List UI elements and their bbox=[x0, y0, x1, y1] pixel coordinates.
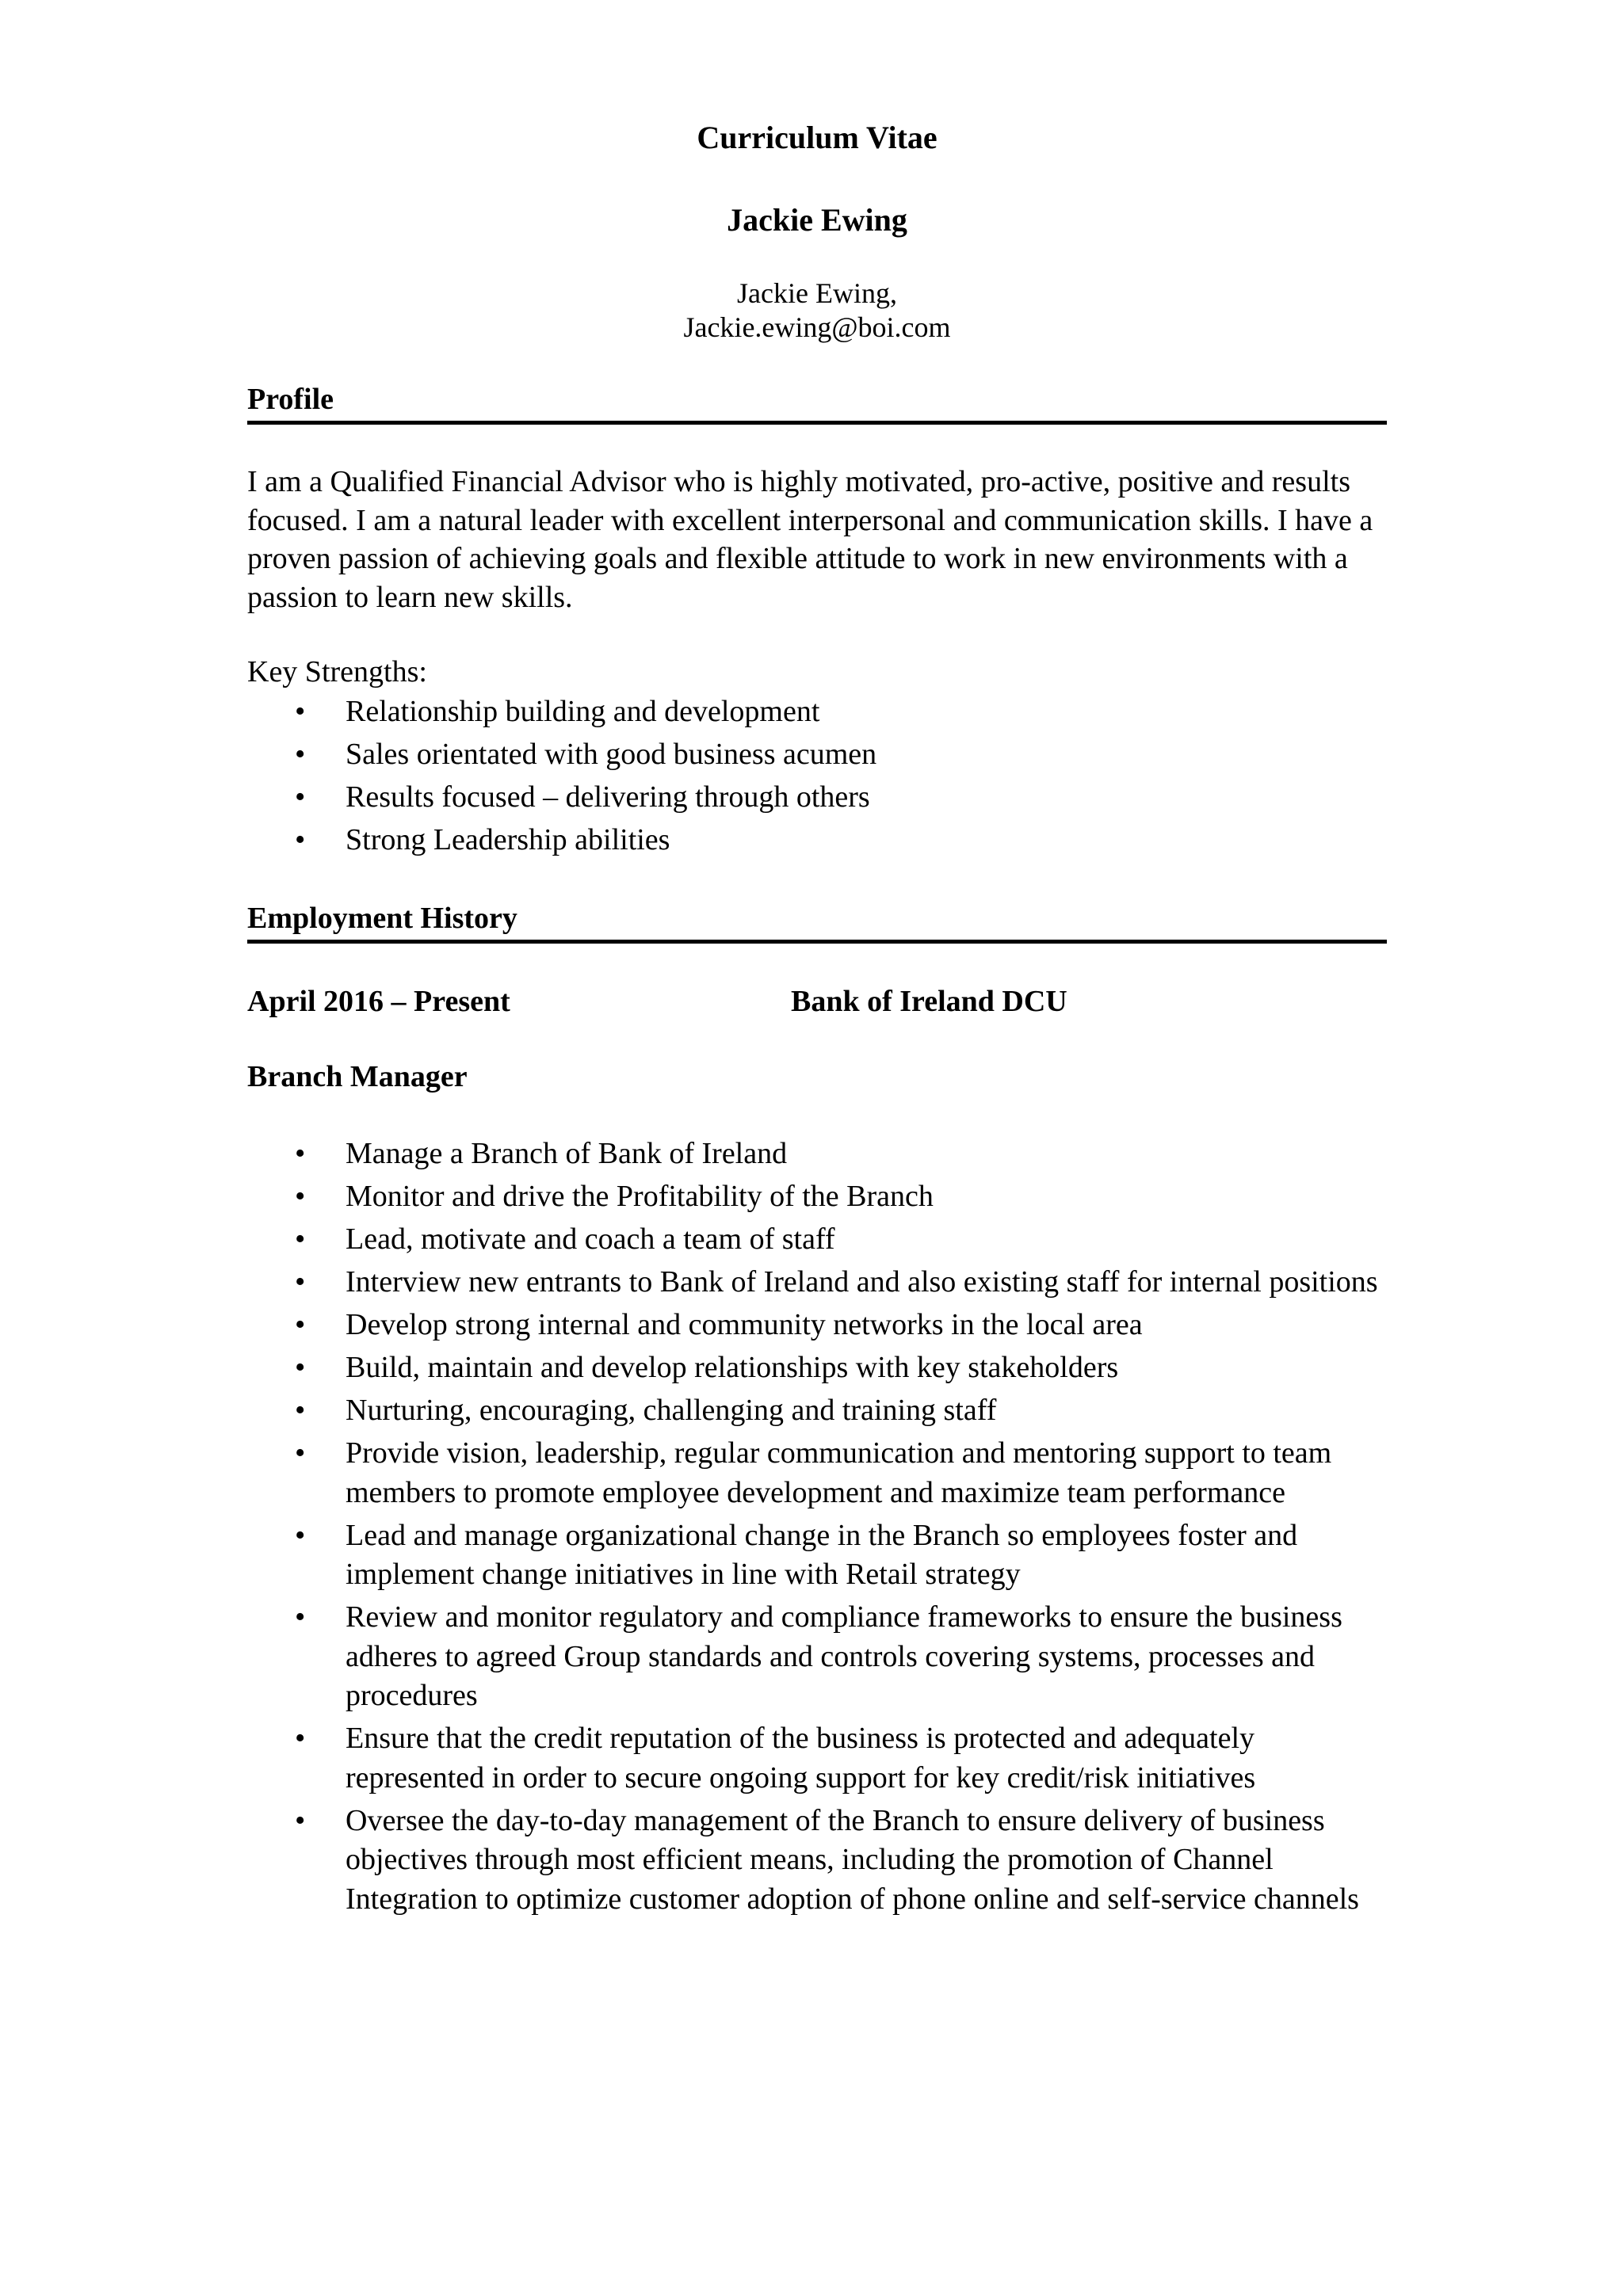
list-item: • Manage a Branch of Bank of Ireland bbox=[247, 1135, 1387, 1174]
job-dates: April 2016 – Present bbox=[247, 985, 510, 1018]
job-duties-list bbox=[247, 1135, 1387, 1923]
profile-summary: I am a Qualified Financial Advisor who is highly motivated, pro-active, positive and results focused. I am a natural leader with excellent interpersonal and communication skills. I have a proven passion of achieving goals and flexible attitude to work in new environments with a passion to learn new skills. bbox=[247, 465, 1373, 614]
bullet-icon: • bbox=[295, 1180, 306, 1213]
list-item: • Lead and manage organizational change in the Branch so employees foster and implement change initiatives in line with Retail strategy bbox=[247, 1516, 1387, 1595]
job-employer: Bank of Ireland DCU bbox=[791, 985, 1067, 1018]
candidate-name: Jackie Ewing bbox=[727, 202, 907, 238]
bullet-icon: • bbox=[295, 1722, 306, 1755]
bullet-icon: • bbox=[295, 1308, 306, 1341]
bullet-icon: • bbox=[295, 738, 306, 771]
list-item: • Relationship building and development bbox=[247, 692, 1387, 732]
document-title: Curriculum Vitae bbox=[697, 120, 938, 155]
bullet-icon: • bbox=[295, 1803, 306, 1837]
list-item: • Review and monitor regulatory and compliance frameworks to ensure the business adheres to agreed Group standards and controls covering systems, processes and procedures bbox=[247, 1598, 1387, 1716]
bullet-icon: • bbox=[295, 1137, 306, 1170]
list-item: • Lead, motivate and coach a team of staff bbox=[247, 1220, 1387, 1260]
list-item: • Sales orientated with good business acumen bbox=[247, 735, 1387, 775]
contact-email: Jackie.ewing@boi.com bbox=[683, 311, 951, 343]
list-item: • Strong Leadership abilities bbox=[247, 821, 1387, 860]
bullet-icon: • bbox=[295, 823, 306, 856]
list-item: • Develop strong internal and community networks in the local area bbox=[247, 1306, 1387, 1345]
bullet-icon: • bbox=[295, 1351, 306, 1384]
contact-name: Jackie Ewing, bbox=[737, 277, 897, 309]
bullet-icon: • bbox=[295, 1600, 306, 1634]
key-strengths-label: Key Strengths: bbox=[247, 655, 427, 688]
bullet-icon: • bbox=[295, 780, 306, 814]
list-item: • Nurturing, encouraging, challenging and training staff bbox=[247, 1391, 1387, 1431]
profile-heading: Profile bbox=[247, 381, 1387, 425]
list-item: • Oversee the day-to-day management of the Branch to ensure delivery of business objectives through most efficient means, including the promotion of Channel Integration to optimize customer adoption of phone online and self-service channels bbox=[247, 1802, 1387, 1920]
list-item: • Provide vision, leadership, regular communication and mentoring support to team members to promote employee development and maximize team performance bbox=[247, 1434, 1387, 1512]
list-item: • Interview new entrants to Bank of Ireland and also existing staff for internal positions bbox=[247, 1263, 1387, 1302]
job-role: Branch Manager bbox=[247, 1060, 468, 1093]
list-item: • Ensure that the credit reputation of the business is protected and adequately represented in order to secure ongoing support for key credit/risk initiatives bbox=[247, 1719, 1387, 1798]
bullet-icon: • bbox=[295, 1394, 306, 1427]
list-item: • Build, maintain and develop relationships with key stakeholders bbox=[247, 1348, 1387, 1388]
list-item: • Results focused – delivering through others bbox=[247, 778, 1387, 818]
bullet-icon: • bbox=[295, 1265, 306, 1299]
bullet-icon: • bbox=[295, 1436, 306, 1470]
bullet-icon: • bbox=[295, 1518, 306, 1552]
bullet-icon: • bbox=[295, 1222, 306, 1256]
employment-heading: Employment History bbox=[247, 900, 1387, 944]
list-item: • Monitor and drive the Profitability of the Branch bbox=[247, 1177, 1387, 1217]
bullet-icon: • bbox=[295, 695, 306, 728]
key-strengths-list bbox=[247, 692, 1387, 864]
